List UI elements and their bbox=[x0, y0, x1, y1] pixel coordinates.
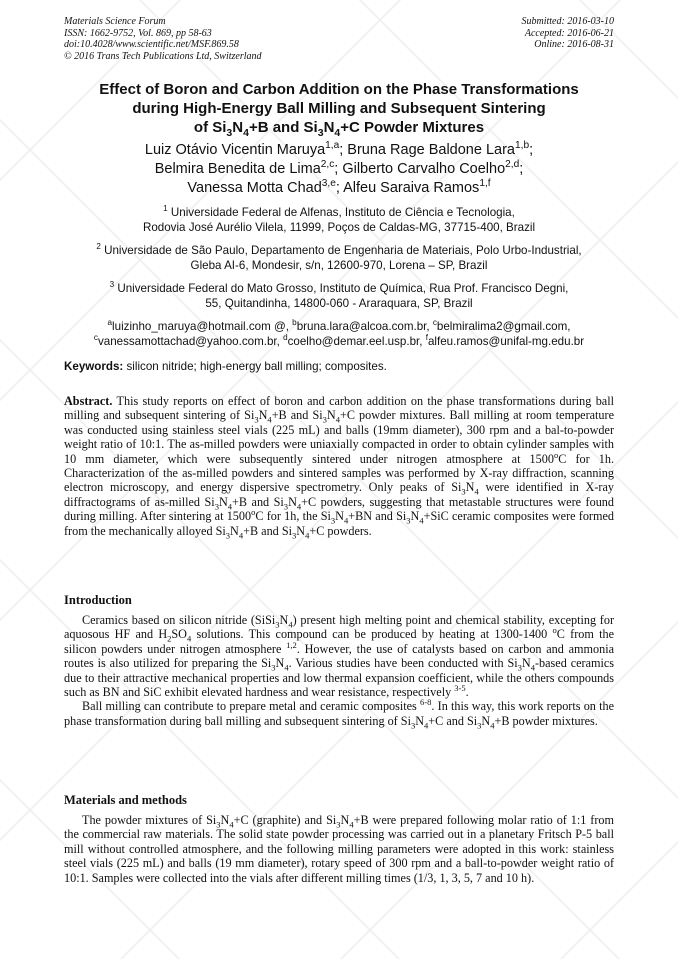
author-name: Luiz Otávio Vicentin Maruya bbox=[144, 142, 326, 158]
email-link[interactable]: coelho@demar.eel.usp.br, bbox=[287, 335, 426, 348]
title-line: during High-Energy Ball Milling and Subsequent Sintering bbox=[132, 100, 546, 117]
author-list: Luiz Otávio Vicentin Maruya$^{1,a}$; Bruna Rage Baldone Lara$^{1,b}$; Belmira Benedita de Lima$^{2,c}$; Gilberto Carvalho Coelho$^{2,d}$; Vanessa Motta Chad$^{3,e}$; Alfeu Saraiva Ramos$^{1,f}$ bbox=[144, 140, 534, 196]
paragraph: Ball milling can contribute to prepare metal and ceramic composites $^{6-8}$. In this way, this work reports on the phase transformation during ball milling and subsequent sintering of $Si_3N_4+C$ and $Si_3N_4+B$ powder mixtures. bbox=[64, 697, 614, 731]
abstract: Abstract. This study reports on effect of boron and carbon addition on the phase transformations during ball milling and subsequent sintering of $Si_3N_4+B$ and $Si_3N_4+C$ powder mixtures. Ball milling at room temperature was conducted using stainless steel vials (225 mL) and balls (19mm diameter), 300 rpm and a bal-to-powder weight ratio of 10:1. The as-milled powders were uniaxially compacted in order to obtain cylinder samples with 10 mm diameter, which were subsequently sintered under nitrogen atmosphere at 1500$^o$C for 1h. Characterization of the as-milled powders and sintered samples was performed by X-ray diffraction, scanning electron microscopy, and energy dispersive spectrometry. Only peaks of $Si_3N_4$ were identified in X-ray diffractograms of as-milled $Si_3N_4+B$ and $Si_3N_4+C$ powders, suggesting that metastable structures were found during milling. After sintering at 1500$^o$C for 1h, the $Si_3N_4+BN$ and $Si_3N_4+SiC$ ceramic composites were formed from the mechanically alloyed $Si_3N_4+B$ and $Si_3N_4+C$ powders. bbox=[64, 394, 614, 541]
paper-title bbox=[40, 80, 638, 137]
title-line: of $Si_3N_4+B$ and $Si_3N_4+C$ Powder Mixtures bbox=[193, 119, 485, 139]
doi[interactable]: doi:10.4028/www.scientific.net/MSF.869.58 bbox=[64, 39, 239, 50]
journal-header bbox=[64, 16, 262, 62]
email-link[interactable]: belmiralima2@gmail.com, bbox=[436, 320, 571, 333]
email-link[interactable]: alfeu.ramos@unifal-mg.edu.br bbox=[427, 335, 585, 348]
author-name: ; Gilberto Carvalho Coelho bbox=[334, 161, 506, 177]
section-heading-introduction: Introduction bbox=[64, 593, 132, 607]
copyright: © 2016 Trans Tech Publications Ltd, Switzerland bbox=[64, 50, 262, 62]
author-name: ; Alfeu Saraiva Ramos bbox=[335, 180, 480, 196]
paragraph: Ceramics based on silicon nitride $(SiSi_3N_4)$ present high melting point and chemical stability, excepting for aquosous HF and $H_2SO_4$ solutions. This compound can be produced by heating at 1300-1400 $^o$C from the silicon powders under nitrogen atmosphere $^{1,2}$. However, the use of catalysts based on carbon and ammonia routes is also utilized for preparing the $Si_3N_4$. Various studies have been conducted with $Si_3N_4$-based ceramics due to their attractive mechanical properties and low thermal expansion coefficient, while the others compounds such as BN and SiC exhibit elevated hardness and wear resistance, respectively $^{3-5}$. bbox=[64, 613, 615, 700]
affiliation-1: $^1$ Universidade Federal de Alfenas, Instituto de Ciência e Tecnologia, Rodovia José Aurélio Vilela, 11999, Poços de Caldas-MG, 37715-400, Brazil bbox=[142, 204, 536, 234]
title-line: Effect of Boron and Carbon Addition on the Phase Transformations bbox=[99, 81, 579, 98]
abstract-label: Abstract. bbox=[64, 394, 113, 408]
email-link[interactable]: bruna.lara@alcoa.com.br, bbox=[296, 320, 433, 333]
affiliation-2: $^2$ Universidade de São Paulo, Departamento de Engenharia de Materiais, Polo Urbo-Industrial, Gleba AI-6, Mondesir, s/n, 12600-970, Lorena – SP, Brazil bbox=[96, 242, 582, 272]
author-name: Vanessa Motta Chad bbox=[187, 180, 322, 196]
issn: ISSN: 1662-9752, Vol. 869, pp 58-63 bbox=[64, 27, 212, 39]
methods-text bbox=[64, 813, 614, 885]
introduction-text bbox=[64, 613, 615, 731]
email-link[interactable]: vanessamottachad@yahoo.com.br, bbox=[97, 335, 284, 348]
dates-header bbox=[522, 16, 615, 51]
author-name: ; Bruna Rage Baldone Lara bbox=[339, 142, 515, 158]
section-heading-methods: Materials and methods bbox=[64, 793, 187, 807]
author-name: Belmira Benedita de Lima bbox=[154, 161, 321, 177]
affiliation-3: $^3$ Universidade Federal do Mato Grosso, Instituto de Química, Rua Prof. Francisco Degni, 55, Quitandinha, 14800-060 - Araraquara, SP, Brazil bbox=[109, 280, 569, 310]
online-date: Online: 2016-08-31 bbox=[534, 39, 614, 50]
keywords: Keywords: silicon nitride; high-energy ball milling; composites. bbox=[64, 360, 387, 373]
email-list: $^a$luizinho_maruya@hotmail.com @, $^b$bruna.lara@alcoa.com.br, $^c$belmiralima2@gmail.com, $^c$vanessamottachad@yahoo.com.br, $^d$coelho@demar.eel.usp.br, $^f$alfeu.ramos@unifal-mg.edu.br bbox=[93, 318, 585, 348]
journal-name: Materials Science Forum bbox=[64, 16, 166, 27]
paragraph: The powder mixtures of $Si_3N_4+C$ (graphite) and $Si_3N_4+B$ were prepared following molar ratio of 1:1 from the commercial raw materials. The solid state powder processing was carried out in a planetary Fritsch P-5 ball mill without controlled atmosphere, and the following milling parameters were adopted in this work: stainless steel vials (225 mL) and balls (19 mm diameter), rotary speed of 300 rpm and a ball-to-powder weight ratio of 10:1. Samples were collected into the vials after different milling times (1/3, 1, 3, 5, 7 and 10 h). bbox=[64, 813, 614, 885]
submitted-date: Submitted: 2016-03-10 bbox=[521, 16, 614, 27]
email-link[interactable]: luizinho_maruya@hotmail.com @, bbox=[112, 320, 293, 333]
accepted-date: Accepted: 2016-06-21 bbox=[524, 27, 614, 39]
affiliations bbox=[30, 205, 648, 349]
